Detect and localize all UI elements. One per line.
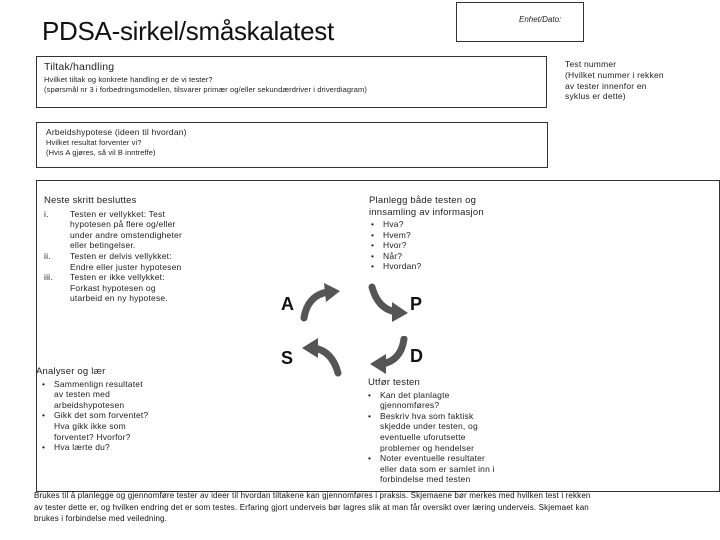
test-nummer-line3: av tester innenfor en <box>565 80 647 91</box>
tiltak-section[interactable] <box>36 56 547 108</box>
planlegg-item-nar: • Når? <box>371 250 403 261</box>
neste-skritt-heading: Neste skritt besluttes <box>44 195 137 206</box>
tiltak-heading: Tiltak/handling <box>44 61 115 73</box>
footer-line-1: Brukes til å planlegge og gjennomføre tester av ideer til hvordan tiltakene kan gjennomføres i praksis. Skjemaene bør merkes med hvilken test i rekken <box>34 491 591 500</box>
planlegg-heading-2: innsamling av informasjon <box>369 207 484 218</box>
hypotese-section[interactable] <box>36 122 548 168</box>
utfor-item-3: • Noter eventuelle resultater eller data som er samlet inn i forbindelse med testen <box>368 453 495 485</box>
test-nummer-line2: (Hvilket nummer i rekken <box>565 69 664 80</box>
analyser-item-1: • Sammenlign resultatet av testen med arbeidshypotesen <box>42 378 143 410</box>
planlegg-item-hvor: • Hvor? <box>371 240 407 251</box>
neste-skritt-item-2: ii. Testen er delvis vellykket: Endre eller juster hypotesen <box>44 250 182 272</box>
enhet-dato-field[interactable] <box>456 2 584 42</box>
page-title: PDSA-sirkel/småskalatest <box>42 16 334 46</box>
neste-skritt-item-3: iii. Testen er ikke vellykket: Forkast hypotesen og utarbeid en ny hypotese. <box>44 272 168 304</box>
cycle-letter-a: A <box>281 294 294 314</box>
planlegg-item-hvordan: • Hvordan? <box>371 261 422 272</box>
cycle-arrow-down-right-icon <box>366 282 412 324</box>
analyser-item-2: • Gikk det som forventet? Hva gikk ikke som forventet? Hvorfor? <box>42 410 149 442</box>
footer-line-2: av tester dette er, og hvilken endring det er som testes. Erfaring gjort underveis bør lagres slik at man får oversikt over læring underveis. Skjemaet kan <box>34 502 589 512</box>
enhet-dato-label: Enhet/Dato: <box>519 15 562 24</box>
cycle-letter-s: S <box>281 348 294 368</box>
hypotese-heading: Arbeidshypotese (ideen til hvordan) <box>46 127 187 137</box>
neste-skritt-item-1: i. Testen er vellykket: Test hypotesen på flere og/eller under andre omstendigheter eller betingelser. <box>44 208 182 251</box>
footer-line-3: brukes i forbindelse med veiledning. <box>34 514 168 523</box>
cycle-letter-p: P <box>410 294 423 314</box>
test-nummer-line4: syklus er dette) <box>565 91 626 102</box>
cycle-arrow-up-left-icon <box>298 336 344 378</box>
planlegg-section <box>369 195 539 272</box>
test-nummer <box>565 59 664 102</box>
analyser-item-3: • Hva lærte du? <box>42 442 110 453</box>
hypotese-line2: (Hvis A gjøres, så vil B inntreffe) <box>46 148 156 157</box>
utfor-section <box>368 378 548 485</box>
neste-skritt-section <box>44 196 194 304</box>
planlegg-item-hvem: • Hvem? <box>371 229 411 240</box>
cycle-letter-d: D <box>410 346 423 366</box>
tiltak-line2: (spørsmål nr 3 i forbedringsmodellen, tilsvarer primær og/eller sekundærdriver i driverdiagram) <box>44 85 367 94</box>
analyser-section <box>36 367 196 453</box>
analyser-heading: Analyser og lær <box>36 366 106 377</box>
cycle-arrow-down-left-icon <box>366 336 412 376</box>
cycle-arrow-up-right-icon <box>300 282 344 322</box>
footer-note <box>34 490 684 525</box>
tiltak-line1: Hvilket tiltak og konkrete handling er de vi tester? <box>44 75 213 84</box>
planlegg-heading-1: Planlegg både testen og <box>369 195 477 206</box>
utfor-item-2: • Beskriv hva som faktisk skjedde under testen, og eventuelle uforutsette problemer og hendelser <box>368 410 478 453</box>
planlegg-item-hva: • Hva? <box>371 219 404 229</box>
utfor-heading: Utfør testen <box>368 377 421 388</box>
test-nummer-heading: Test nummer <box>565 59 617 69</box>
hypotese-line1: Hvilket resultat forventer vi? <box>46 138 142 147</box>
utfor-item-1: • Kan det planlagte gjennomføres? <box>368 389 450 411</box>
